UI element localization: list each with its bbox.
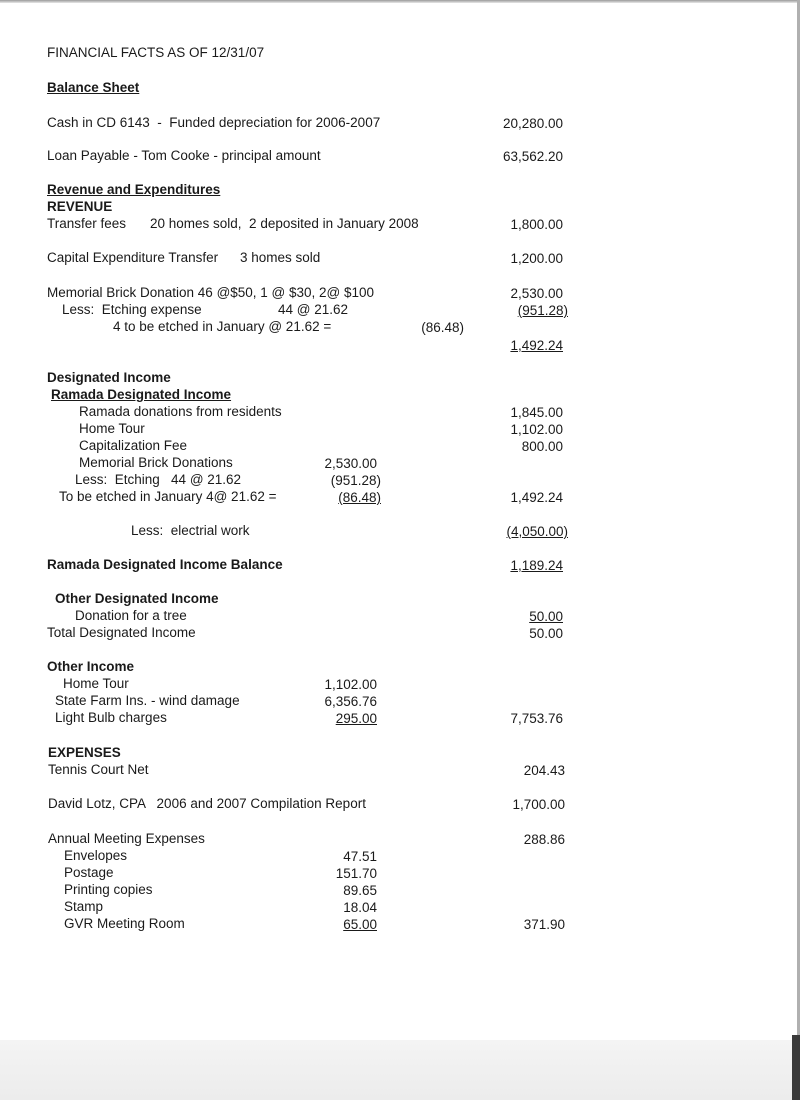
pending-etching-label: 4 to be etched in January @ 21.62 = [113, 319, 332, 334]
ramada-pending-sub: (86.48) [338, 490, 381, 505]
total-designated-amount: 50.00 [529, 626, 563, 641]
state-farm-label: State Farm Ins. - wind damage [55, 693, 240, 708]
scan-shadow-bottom [0, 1040, 792, 1100]
memorial-brick-amount: 2,530.00 [510, 286, 563, 301]
capex-transfer-label: Capital Expenditure Transfer [47, 250, 219, 265]
other-designated-heading: Other Designated Income [55, 591, 219, 606]
postage-label: Postage [64, 865, 114, 880]
memorial-brick-net: 1,492.24 [510, 338, 563, 353]
other-income-total: 7,753.76 [510, 711, 563, 726]
loan-payable-label: Loan Payable - Tom Cooke - principal amount [47, 148, 321, 163]
ramada-home-tour-amount: 1,102.00 [510, 422, 563, 437]
ramada-pending-label: To be etched in January 4@ 21.62 = [59, 489, 277, 504]
printing-sub: 89.65 [343, 883, 377, 898]
cash-cd-amount: 20,280.00 [502, 116, 563, 131]
tennis-net-label: Tennis Court Net [48, 762, 149, 777]
ramada-balance-amount: 1,189.24 [510, 558, 563, 573]
ramada-home-tour-label: Home Tour [79, 421, 145, 436]
pending-etching-amount: (86.48) [421, 320, 464, 335]
balance-sheet-heading: Balance Sheet [47, 80, 140, 95]
designated-income-heading: Designated Income [47, 370, 171, 385]
expenses-heading: EXPENSES [48, 745, 121, 760]
state-farm-sub: 6,356.76 [324, 694, 377, 709]
ramada-etching-sub: (951.28) [330, 473, 381, 488]
etching-expense-amount: (951.28) [517, 303, 568, 318]
transfer-fees-note: 20 homes sold, 2 deposited in January 2008 [150, 216, 419, 231]
gvr-room-sub: 65.00 [343, 917, 377, 932]
cpa-amount: 1,700.00 [512, 797, 565, 812]
light-bulb-label: Light Bulb charges [55, 710, 167, 725]
scan-edge-top [0, 0, 800, 3]
cpa-label: David Lotz, CPA 2006 and 2007 Compilation Report [48, 796, 366, 811]
memorial-brick-label: Memorial Brick Donation 46 @$50, 1 @ $30, 2@ $100 [47, 285, 375, 300]
transfer-fees-label: Transfer fees [47, 216, 127, 231]
other-income-heading: Other Income [47, 659, 135, 674]
capitalization-fee-amount: 800.00 [521, 439, 563, 454]
gvr-room-label: GVR Meeting Room [64, 916, 185, 931]
loan-payable-amount: 63,562.20 [502, 149, 563, 164]
ramada-donations-label: Ramada donations from residents [79, 404, 282, 419]
ramada-brick-sub: 2,530.00 [324, 456, 377, 471]
ramada-pending-amount: 1,492.24 [510, 490, 563, 505]
stamp-sub: 18.04 [343, 900, 377, 915]
etching-expense-note: 44 @ 21.62 [278, 302, 349, 317]
etching-expense-label: Less: Etching expense [62, 302, 202, 317]
ramada-designated-heading: Ramada Designated Income [51, 387, 232, 402]
transfer-fees-amount: 1,800.00 [510, 217, 563, 232]
revenue-heading: REVENUE [47, 199, 113, 214]
total-designated-label: Total Designated Income [47, 625, 196, 640]
other-home-tour-label: Home Tour [63, 676, 129, 691]
tennis-net-amount: 204.43 [523, 763, 565, 778]
light-bulb-sub: 295.00 [335, 711, 377, 726]
tree-donation-amount: 50.00 [529, 609, 563, 624]
printing-label: Printing copies [64, 882, 153, 897]
revenue-expenditures-heading: Revenue and Expenditures [47, 182, 221, 197]
cash-cd-label: Cash in CD 6143 - Funded depreciation for 2006-2007 [47, 115, 381, 130]
postage-sub: 151.70 [335, 866, 377, 881]
ramada-brick-label: Memorial Brick Donations [79, 455, 233, 470]
capex-transfer-note: 3 homes sold [240, 250, 321, 265]
annual-meeting-label: Annual Meeting Expenses [48, 831, 205, 846]
envelopes-label: Envelopes [64, 848, 128, 863]
other-home-tour-sub: 1,102.00 [324, 677, 377, 692]
annual-meeting-amount: 288.86 [523, 832, 565, 847]
envelopes-sub: 47.51 [343, 849, 377, 864]
scan-edge-corner [792, 1035, 800, 1100]
tree-donation-label: Donation for a tree [75, 608, 187, 623]
ramada-balance-label: Ramada Designated Income Balance [47, 557, 283, 572]
capitalization-fee-label: Capitalization Fee [79, 438, 188, 453]
stamp-label: Stamp [64, 899, 104, 914]
electrical-work-amount: (4,050.00) [506, 524, 568, 539]
ramada-donations-amount: 1,845.00 [510, 405, 563, 420]
electrical-work-label: Less: electrial work [131, 523, 250, 538]
annual-meeting-total: 371.90 [523, 917, 565, 932]
page-title: FINANCIAL FACTS AS OF 12/31/07 [47, 45, 265, 60]
ramada-etching-label: Less: Etching 44 @ 21.62 [75, 472, 242, 487]
capex-transfer-amount: 1,200.00 [510, 251, 563, 266]
